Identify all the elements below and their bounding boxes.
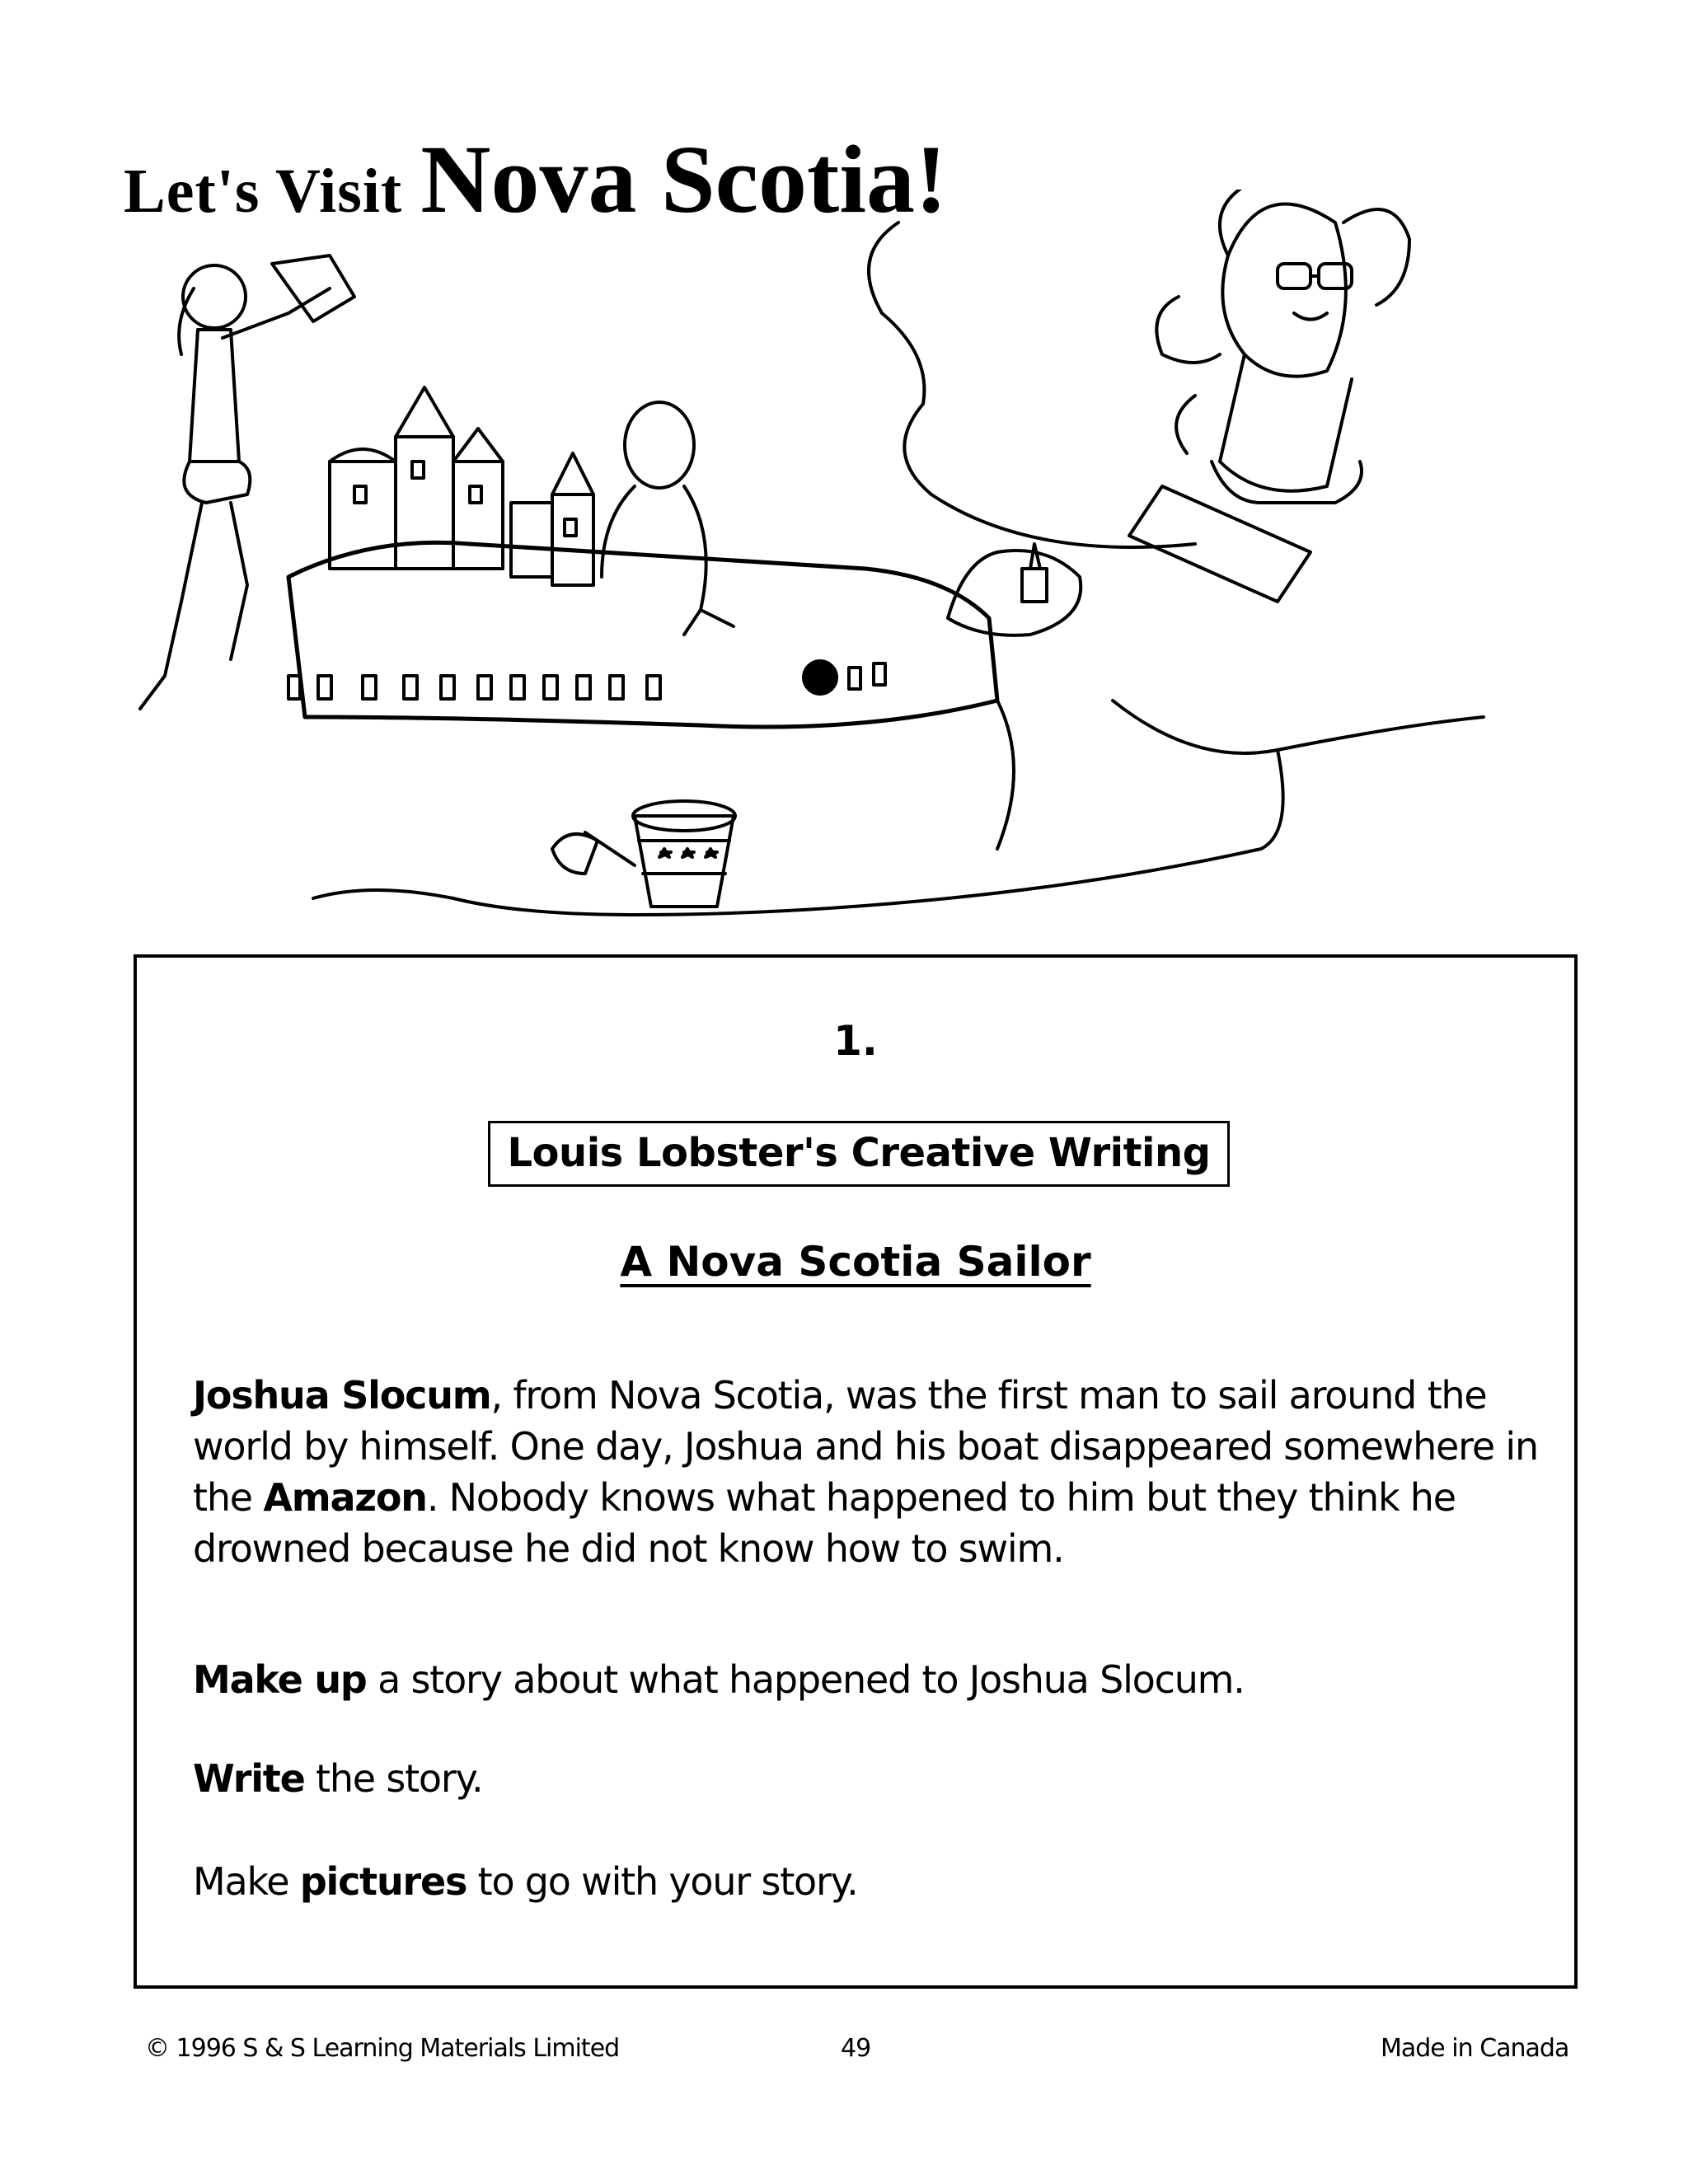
girl-figure xyxy=(140,255,354,709)
bold-write: Write xyxy=(193,1756,305,1801)
bold-make-up: Make up xyxy=(193,1657,367,1702)
instruction-make-up xyxy=(193,1654,1545,1705)
instruction-write xyxy=(193,1753,1545,1804)
bold-joshua-slocum: Joshua Slocum xyxy=(193,1373,491,1418)
instruction-pictures-text: to go with your story. xyxy=(467,1859,858,1904)
beach-illustration xyxy=(124,190,1607,931)
story-paragraph xyxy=(193,1370,1545,1574)
footer-page-number: 49 xyxy=(841,2034,871,2063)
sand-line xyxy=(313,750,1283,915)
castle-windows xyxy=(288,661,885,699)
bold-amazon: Amazon xyxy=(263,1475,427,1520)
activity-banner: Louis Lobster's Creative Writing xyxy=(488,1121,1230,1187)
bold-pictures: pictures xyxy=(299,1859,467,1904)
small-castle xyxy=(948,544,1081,635)
bucket-and-shovel xyxy=(552,801,735,907)
activity-box xyxy=(134,954,1578,1989)
activity-subtitle xyxy=(137,1238,1574,1286)
lobster-reading-book xyxy=(1129,190,1409,602)
castle-towers xyxy=(330,387,593,585)
paragraph-text-2: . Nobody knows what happened to him but they think he drowned because he did not know how to swim. xyxy=(193,1475,1456,1571)
title-nova-scotia: Nova Scotia! xyxy=(420,125,948,233)
activity-subtitle-text: A Nova Scotia Sailor xyxy=(620,1238,1091,1286)
instruction-write-text: the story. xyxy=(304,1756,483,1801)
title-lets-visit: Let's Visit xyxy=(124,157,403,226)
activity-number: 1. xyxy=(833,1017,878,1065)
shoreline xyxy=(869,223,1195,547)
instruction-make-up-text: a story about what happened to Joshua Slocum. xyxy=(366,1657,1245,1702)
instruction-pictures-pre: Make xyxy=(193,1859,300,1904)
instruction-pictures xyxy=(193,1856,1545,1907)
boy-figure xyxy=(602,402,734,635)
paragraph-text-1: , from Nova Scotia, was the first man to sail around the world by himself. One day, Joshua and his boat disappeared somewhere in the xyxy=(193,1373,1538,1520)
footer-origin: Made in Canada xyxy=(1381,2034,1569,2063)
footer-copyright: © 1996 S & S Learning Materials Limited xyxy=(145,2034,620,2063)
